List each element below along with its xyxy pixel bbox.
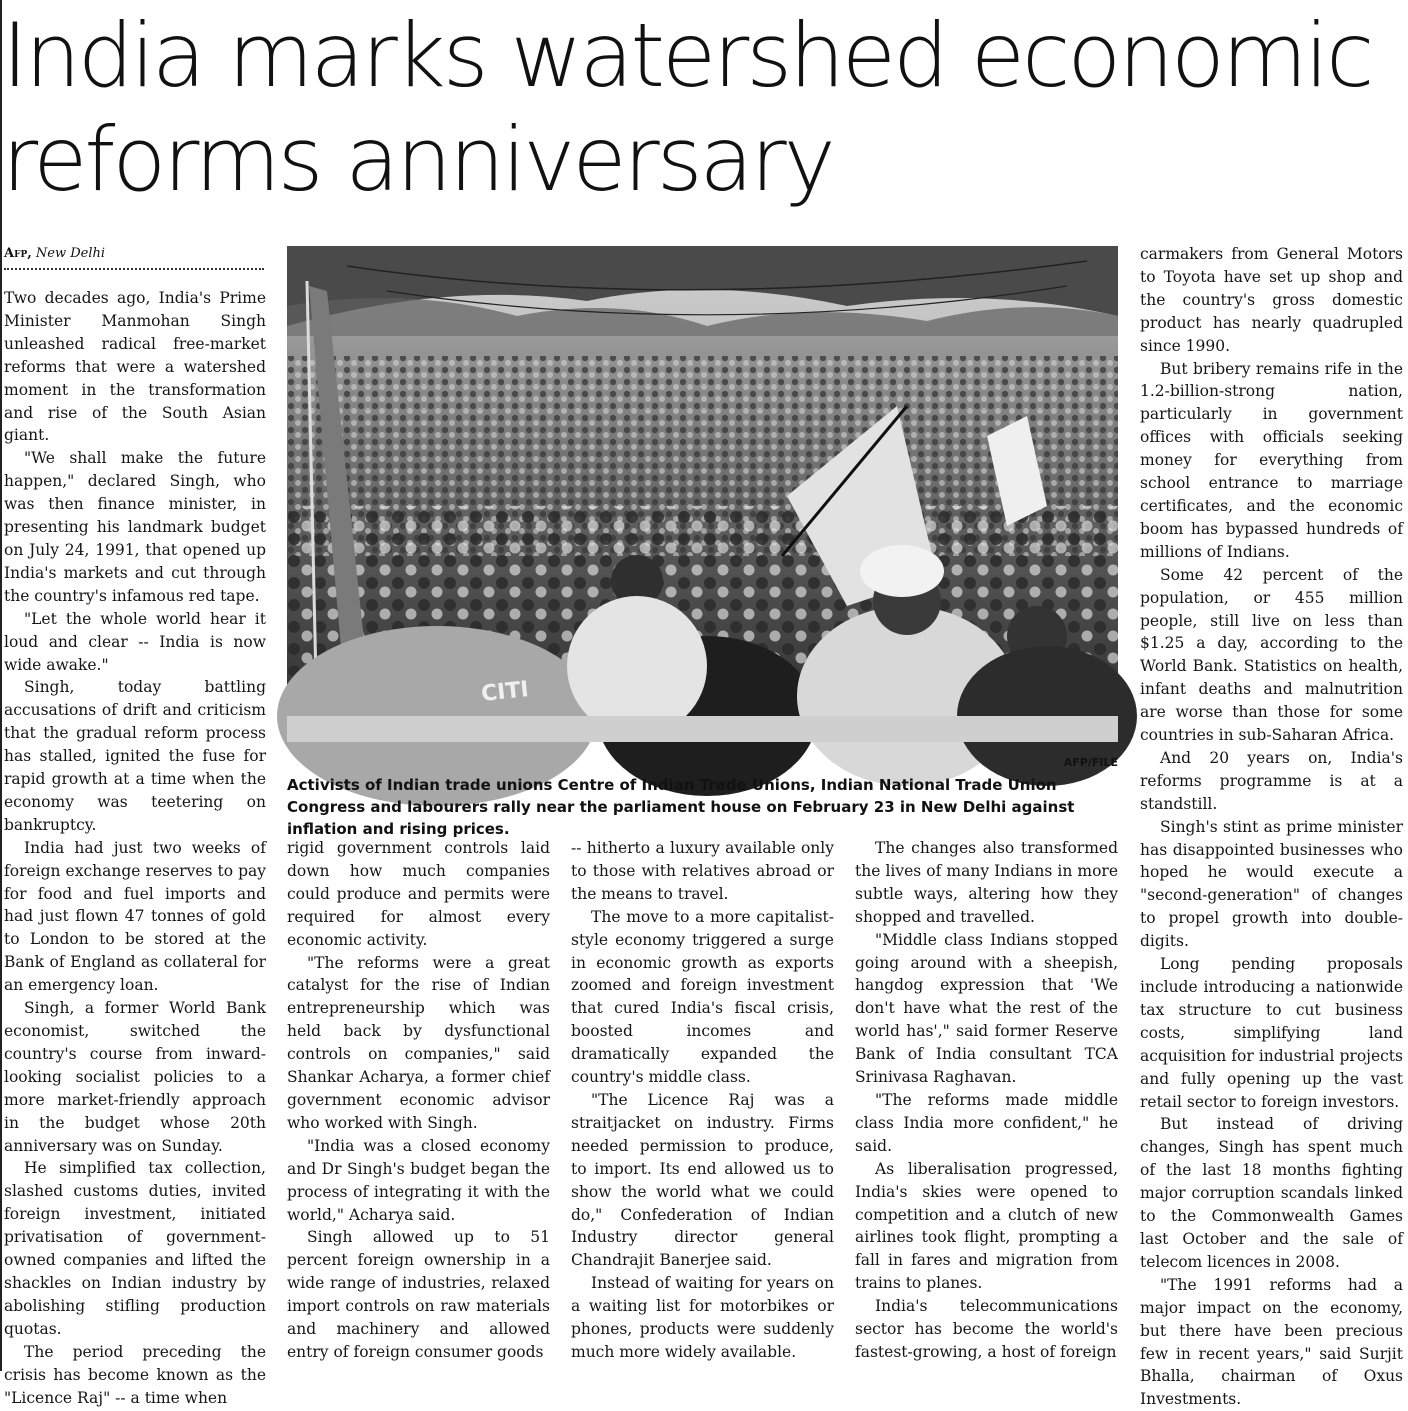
byline-divider [4,268,264,270]
column-2 [287,837,550,1371]
column-3-paragraph: The move to a more capitalist-style economy triggered a surge in economic growth as exports zoomed and foreign investment that cured India's fiscal crisis, boosted incomes and dramatically expanded the country's middle class. [571,907,834,1087]
column-1-paragraph: Singh, today battling accusations of drift and criticism that the gradual reform process has stalled, ignited the fuse for rapid growth at a time when the economy was teetering on bankruptcy. [4,678,266,834]
photo-caption: Activists of Indian trade unions Centre of Indian Trade Unions, Indian National Trade Union Congress and labourers rally near the parliament house on February 23 in New Delhi against inflation and rising prices. [287,776,1075,838]
photo-credit: AFP/FILE [1063,756,1118,769]
column-5-paragraph: But bribery remains rife in the 1.2-billion-strong nation, particularly in government offices with officials seeking money for everything from school entrance to marriage certificates, and the economic boom has bypassed hundreds of millions of Indians. [1140,359,1403,561]
column-4-paragraph: "Middle class Indians stopped going around with a sheepish, hangdog expression that 'We don't have what the rest of the world has'," said former Reserve Bank of India consultant TCA Srinivasa Raghavan. [855,930,1118,1087]
column-3-paragraph: Instead of waiting for years on a waiting list for motorbikes or phones, products were suddenly much more widely available. [571,1274,834,1361]
column-1-paragraph: Two decades ago, India's Prime Minister Manmohan Singh unleashed radical free-market reforms that were a watershed moment in the transformation and rise of the South Asian giant. [4,289,266,445]
column-4 [855,837,1118,1371]
column-2-paragraph: Singh allowed up to 51 percent foreign ownership in a wide range of industries, relaxed import controls on raw materials and machinery and allowed entry of foreign consumer goods [287,1228,550,1361]
column-4-paragraph: The changes also transformed the lives of many Indians in more subtle ways, altering how they shopped and travelled. [855,839,1118,926]
column-2-paragraph: "India was a closed economy and Dr Singh's budget began the process of integrating it with the world," Acharya said. [287,1136,550,1224]
byline-place: New Delhi [35,246,106,261]
column-4-paragraph: "The reforms made middle class India more confident," he said. [855,1090,1118,1155]
column-1 [4,287,266,1407]
column-5-paragraph: And 20 years on, India's reforms programme is at a standstill. [1140,748,1403,813]
column-5-paragraph: Long pending proposals include introducing a nationwide tax structure to cut business costs, simplifying land acquisition for industrial projects and fully opening up the vast retail sector to foreign investors. [1140,955,1403,1111]
column-3-paragraph: "The Licence Raj was a straitjacket on industry. Firms needed permission to produce, to import. Its end allowed us to show the world what we could do," Confederation of Indian Industry director general Chandrajit Banerjee said. [571,1090,834,1270]
photo-sign-text: CITI [480,677,530,707]
column-1-paragraph: "Let the whole world hear it loud and clear -- India is now wide awake." [4,609,266,674]
column-5-paragraph: "The 1991 reforms had a major impact on the economy, but there have been precious few in recent years," said Surjit Bhalla, chairman of Oxus Investments. [1140,1275,1403,1409]
column-1-paragraph: Singh, a former World Bank economist, switched the country's course from inward-looking socialist policies to a more market-friendly approach in the budget whose 20th anniversary was on Sunday. [4,999,266,1155]
column-5-paragraph: Singh's stint as prime minister has disappointed businesses who hoped he would execute a "second-generation" of changes to propel growth into double-digits. [1140,817,1403,951]
column-1-paragraph: The period preceding the crisis has become known as the "Licence Raj" -- a time when [4,1342,266,1407]
photo-illustration [287,246,1118,742]
column-3-paragraph: -- hitherto a luxury available only to those with relatives abroad or the means to travel. [571,839,834,903]
column-2-paragraph: "The reforms were a great catalyst for the rise of Indian entrepreneurship which was held back by dysfunctional controls on companies," said Shankar Acharya, a former chief government economic advisor who worked with Singh. [287,953,550,1132]
column-3 [571,837,834,1371]
headline: India marks watershed economic reforms anniversary [2,4,1372,211]
column-4-paragraph: India's telecommunications sector has become the world's fastest-growing, a host of foreign [855,1297,1118,1361]
column-1-paragraph: "We shall make the future happen," declared Singh, who was then finance minister, in presenting his landmark budget on July 24, 1991, that opened up India's markets and cut through the country's infamous red tape. [4,449,266,605]
column-1-paragraph: India had just two weeks of foreign exchange reserves to pay for food and fuel imports and had just flown 47 tonnes of gold to London to be stored at the Bank of England as collateral for an emergency loan. [4,838,266,995]
news-photo-rally-crowd [287,246,1118,742]
column-5-paragraph: Some 42 percent of the population, or 455 million people, still live on less than $1.25 a day, according to the World Bank. Statistics on health, infant deaths and malnutrition are worse than those for some countries in sub-Saharan Africa. [1140,565,1403,745]
byline-agency: Afp, [4,246,32,261]
byline [4,245,266,263]
column-5 [1140,243,1403,1409]
column-4-paragraph: As liberalisation progressed, India's skies were opened to competition and a clutch of new airlines took flight, prompting a fall in fares and migration from trains to planes. [855,1159,1118,1293]
column-2-paragraph: rigid government controls laid down how much companies could produce and permits were required for almost every economic activity. [287,839,550,949]
column-5-paragraph: carmakers from General Motors to Toyota have set up shop and the country's gross domestic product has nearly quadrupled since 1990. [1140,245,1403,355]
column-1-paragraph: He simplified tax collection, slashed customs duties, invited foreign investment, initiated privatisation of government-owned companies and lifted the shackles on Indian industry by abolishing stifling production quotas. [4,1159,266,1338]
column-5-paragraph: But instead of driving changes, Singh has spent much of the last 18 months fighting major corruption scandals linked to the Commonwealth Games last October and the sale of telecom licences in 2008. [1140,1115,1403,1271]
